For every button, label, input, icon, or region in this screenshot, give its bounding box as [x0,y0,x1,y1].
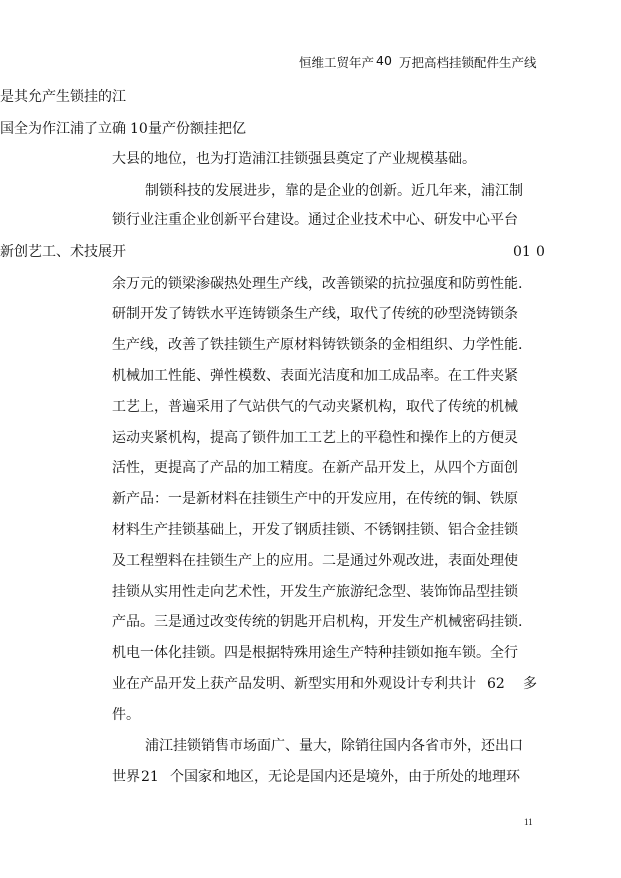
body-line: 新产品：一是新材料在挂锁生产中的开发应用，在传统的铜、铁原 [112,491,518,507]
fragment-line-1: 是其允产生锁挂的江 [0,89,126,105]
country-count: 21 [141,769,159,785]
body-line: 浦江挂锁销售市场面广、量大，除销往国内各省市外，还出口 [145,738,523,754]
body-line: 产品。三是通过改变传统的钥匙开启机构，开发生产机械密码挂锁. [112,614,523,630]
body-line: 材料生产挂锁基础上，开发了钢质挂锁、不锈钢挂锁、铝合金挂锁 [112,522,518,538]
fragment-line-3-num2: 0 [536,244,545,260]
body-line: 余万元的锁梁渗碳热处理生产线，改善锁梁的抗拉强度和防剪性能. [112,276,523,292]
header-number: 40 [376,53,392,68]
body-line: 及工程塑料在挂锁生产上的应用。二是通过外观改进，表面处理使 [112,553,518,569]
body-line: 运动夹紧机构，提高了锁件加工工艺上的平稳性和操作上的方便灵 [112,430,518,446]
fragment-line-3-num: 01 [513,244,531,260]
body-line: 挂锁从实用性走向艺术性，开发生产旅游纪念型、装饰饰品型挂锁 [112,584,518,600]
header-right: 万把高档挂锁配件生产线 [399,55,537,70]
fragment-line-2b: 10 [130,121,148,137]
patent-count: 62 [487,676,505,692]
body-line: 锁行业注重企业创新平台建设。通过企业技术中心、研发中心平台 [112,212,518,228]
body-line: 机械加工性能、弹性模数、表面光洁度和加工成品率。在工件夹紧 [112,368,518,384]
body-line: 个国家和地区，无论是国内还是境外，由于所处的地理环 [170,769,520,785]
body-line: 生产线，改善了铁挂锁生产原材料铸铁锁条的金相组织、力学性能. [112,337,523,353]
body-line: 业在产品开发上获产品发明、新型实用和外观设计专利共计 [112,676,476,692]
page-number: 11 [524,817,533,827]
patent-suffix: 多 [523,676,537,692]
fragment-line-3: 新创艺工、术技展开 [0,244,126,260]
body-line: 机电一体化挂锁。四是根据特殊用途生产特种挂锁如拖车锁。全行 [112,645,518,661]
body-line: 世界 [112,769,140,785]
body-line: 制锁科技的发展进步，靠的是企业的创新。近几年来，浦江制 [145,183,523,199]
fragment-line-2c: 量产份额挂把亿 [148,121,246,137]
header-left: 恒维工贸年产 [299,55,375,70]
body-line: 工艺上，普遍采用了气站供气的气动夹紧机构，取代了传统的机械 [112,399,518,415]
body-line: 研制开发了铸铁水平连铸锁条生产线，取代了传统的砂型浇铸锁条 [112,306,518,322]
body-line: 活性，更提高了产品的加工精度。在新产品开发上，从四个方面创 [112,460,518,476]
fragment-line-2a: 国全为作江浦了立确 [0,121,126,137]
body-line: 件。 [112,707,140,723]
body-line: 大县的地位，也为打造浦江挂锁强县奠定了产业规模基础。 [112,151,476,167]
